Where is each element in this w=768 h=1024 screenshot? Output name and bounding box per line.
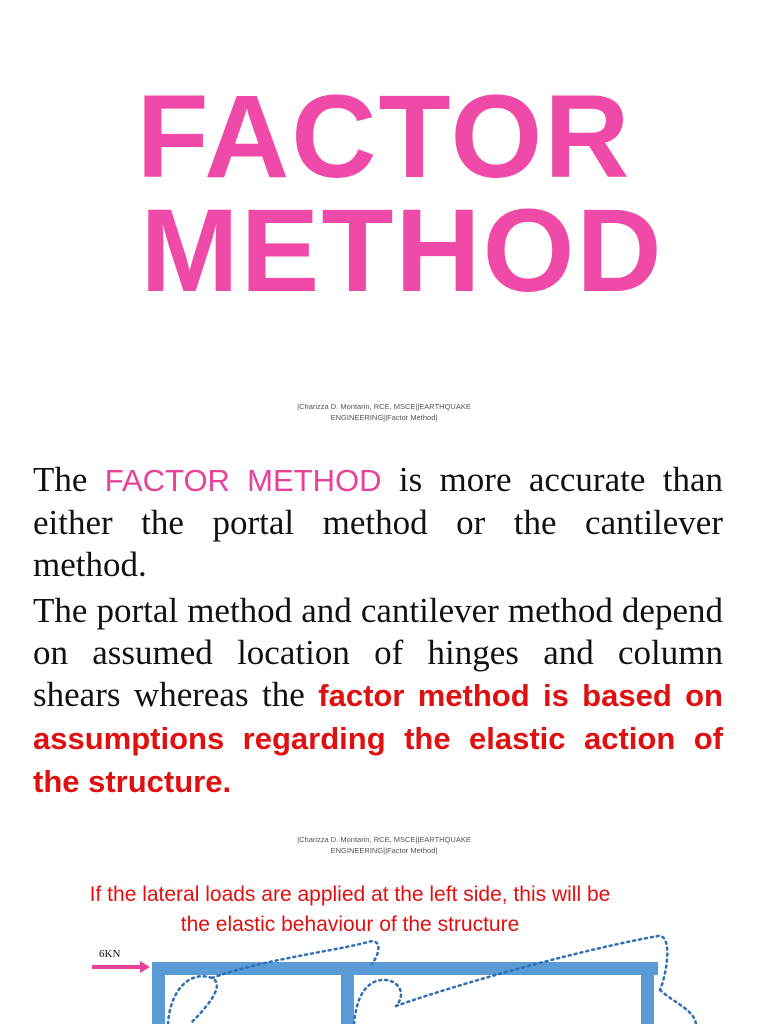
deflected-shape (168, 936, 696, 1024)
portal-frame (152, 962, 658, 1024)
frame-column-middle (341, 962, 354, 1024)
slide-footer (250, 401, 518, 423)
factor-method-highlight: FACTOR METHOD (104, 463, 382, 498)
deflected-curve-1 (168, 976, 217, 1024)
load-arrow-icon (92, 961, 150, 973)
frame-column-left (152, 962, 165, 1024)
paragraph-intro-suffix: is more accurate than either the portal method or the cantilever method. (33, 460, 723, 584)
deflected-curve-5 (660, 990, 696, 1024)
caption-line-2: the elastic behaviour of the structure (180, 913, 520, 936)
page-title-line-2: METHOD (140, 185, 664, 317)
footer-line-1: |Charizza D. Montarin, RCE, MSCE||EARTHQUAKE (297, 835, 471, 844)
load-label: 6KN (99, 948, 121, 960)
page-title-line-1: FACTOR (136, 71, 632, 203)
footer-line-2: ENGINEERING||Factor Method| (330, 413, 438, 422)
frame-deflection-diagram (0, 930, 768, 1024)
factor-method-emphasis: factor method is based on assumptions regarding the elastic action of the structure. (33, 678, 723, 799)
footer-line-2: ENGINEERING||Factor Method| (330, 846, 438, 855)
paragraph-intro-prefix: The (33, 460, 105, 499)
slide-footer-2 (250, 834, 518, 856)
frame-column-right (641, 962, 654, 1024)
footer-line-1: |Charizza D. Montarin, RCE, MSCE||EARTHQUAKE (297, 402, 471, 411)
paragraph-comparison-text: The portal method and cantilever method depend on assumed location of hinges and column shears whereas the (33, 591, 723, 714)
frame-beam (152, 962, 658, 975)
caption-line-1: If the lateral loads are applied at the left side, this will be (89, 883, 611, 906)
paragraph-comparison (33, 590, 723, 803)
deflected-curve-3 (354, 980, 401, 1024)
paragraph-intro (33, 459, 723, 586)
